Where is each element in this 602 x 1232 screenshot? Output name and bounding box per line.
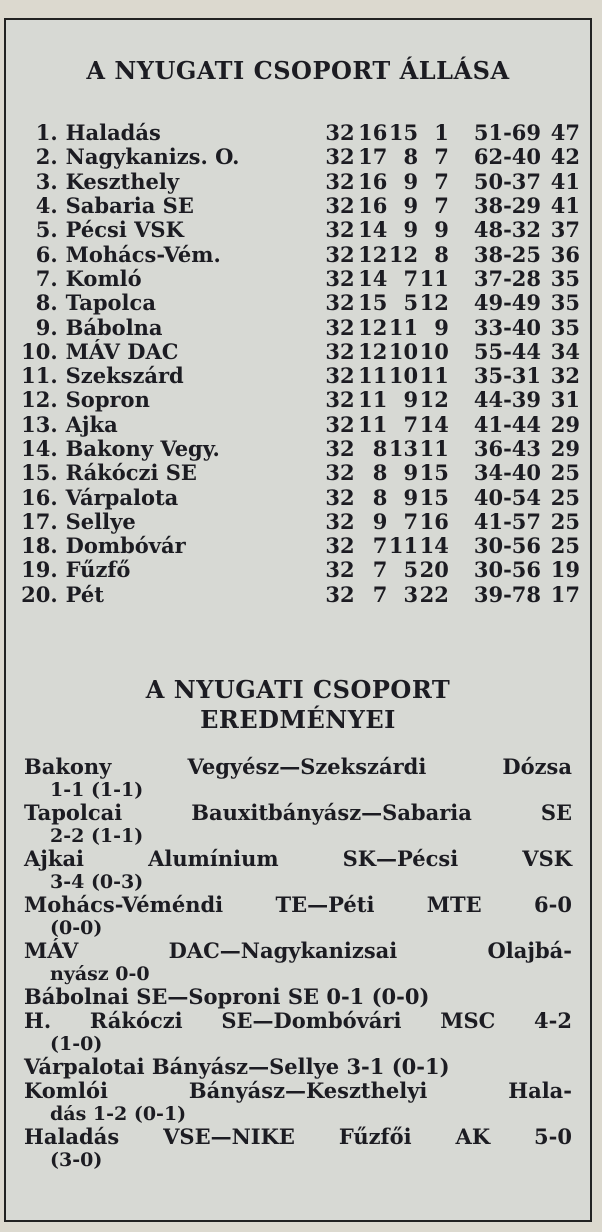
cell-played: 32 — [325, 290, 355, 316]
cell-position: 5. — [35, 217, 58, 243]
cell-team-name: Sabaria SE — [65, 193, 194, 219]
result-item — [24, 755, 572, 801]
result-line1: Komlói Bányász—Keszthelyi Hala- — [24, 1078, 572, 1103]
cell-losses: 20 — [419, 557, 449, 583]
cell-losses: 22 — [419, 581, 449, 607]
result-item — [24, 801, 572, 847]
standings-table — [20, 121, 580, 607]
cell-draws: 12 — [388, 241, 419, 267]
cell-wins: 16 — [358, 193, 388, 219]
cell-played: 32 — [325, 193, 355, 219]
cell-draws: 15 — [388, 120, 419, 146]
cell-draws: 5 — [403, 557, 419, 583]
cell-wins: 15 — [358, 290, 388, 316]
cell-losses: 15 — [419, 484, 449, 510]
cell-played: 32 — [325, 581, 355, 607]
cell-position: 1. — [35, 120, 58, 146]
cell-played: 32 — [325, 436, 355, 461]
cell-position: 2. — [35, 144, 58, 170]
standings-row — [20, 558, 580, 582]
cell-losses: 14 — [419, 411, 449, 437]
cell-played: 32 — [325, 265, 355, 291]
standings-row — [20, 461, 580, 485]
cell-wins: 14 — [358, 217, 388, 243]
cell-played: 32 — [325, 557, 355, 583]
cell-team-name: Pét — [65, 581, 104, 607]
cell-points: 29 — [550, 436, 580, 461]
standings-title: A NYUGATI CSOPORT ÁLLÁSA — [86, 56, 510, 85]
standings-row — [20, 170, 580, 194]
cell-losses: 7 — [434, 193, 449, 219]
cell-position: 15. — [21, 460, 58, 486]
cell-team-name: Dombóvár — [65, 533, 186, 559]
cell-wins: 17 — [358, 144, 388, 170]
cell-played: 32 — [325, 314, 355, 340]
standings-row — [20, 242, 580, 266]
cell-played: 32 — [325, 338, 355, 364]
cell-points: 25 — [550, 484, 580, 510]
cell-points: 19 — [550, 557, 580, 583]
cell-team-name: Keszthely — [65, 168, 180, 194]
cell-position: 20. — [21, 581, 58, 607]
cell-played: 32 — [325, 144, 355, 170]
cell-points: 42 — [550, 144, 580, 170]
standings-row — [20, 267, 580, 291]
cell-goals: 49-49 — [473, 290, 542, 316]
results-title — [6, 675, 590, 735]
cell-position: 13. — [21, 411, 58, 437]
cell-position: 12. — [21, 387, 58, 413]
newspaper-clipping-frame — [4, 18, 592, 1222]
cell-losses: 9 — [434, 217, 449, 243]
cell-losses: 9 — [434, 314, 449, 340]
cell-wins: 7 — [372, 557, 388, 583]
cell-team-name: MÁV DAC — [65, 338, 179, 364]
result-item — [24, 1055, 572, 1079]
cell-team-name: Várpalota — [65, 484, 179, 510]
cell-draws: 11 — [388, 533, 419, 559]
cell-points: 35 — [550, 314, 580, 340]
cell-goals: 36-43 — [473, 436, 542, 461]
result-item — [24, 1125, 572, 1171]
cell-points: 25 — [550, 508, 580, 534]
cell-wins: 9 — [372, 508, 388, 534]
cell-points: 29 — [550, 411, 580, 437]
cell-goals: 41-44 — [473, 411, 542, 437]
cell-losses: 12 — [419, 290, 449, 316]
standings-row — [20, 340, 580, 364]
cell-played: 32 — [325, 484, 355, 510]
cell-position: 11. — [21, 363, 58, 389]
standings-row — [20, 485, 580, 509]
cell-played: 32 — [325, 217, 355, 243]
cell-goals: 30-56 — [473, 557, 542, 583]
cell-losses: 11 — [419, 265, 449, 291]
result-line1: Mohács-Véméndi TE—Péti MTE 6-0 — [24, 892, 572, 917]
standings-body — [20, 121, 580, 607]
cell-losses: 10 — [419, 338, 449, 364]
cell-wins: 7 — [372, 581, 388, 607]
result-line1: MÁV DAC—Nagykanizsai Olajbá- — [24, 938, 572, 963]
cell-wins: 14 — [358, 265, 388, 291]
result-item — [24, 985, 572, 1009]
cell-goals: 38-25 — [473, 241, 542, 267]
cell-team-name: Haladás — [65, 120, 161, 146]
result-line2: (1-0) — [50, 1033, 103, 1055]
result-line2: (0-0) — [50, 917, 103, 939]
cell-points: 37 — [550, 217, 580, 243]
cell-losses: 14 — [419, 533, 449, 559]
cell-losses: 7 — [434, 144, 449, 170]
cell-losses: 15 — [419, 460, 449, 486]
cell-losses: 1 — [434, 120, 449, 146]
result-line2: 2-2 (1-1) — [50, 825, 144, 847]
cell-team-name: Tapolca — [65, 290, 156, 316]
cell-team-name: Bábolna — [65, 314, 163, 340]
cell-draws: 9 — [403, 460, 419, 486]
cell-draws: 9 — [403, 193, 419, 219]
cell-played: 32 — [325, 387, 355, 413]
cell-goals: 40-54 — [473, 484, 542, 510]
cell-goals: 50-37 — [473, 168, 542, 194]
cell-played: 32 — [325, 460, 355, 486]
cell-team-name: Sellye — [65, 508, 136, 534]
cell-played: 32 — [325, 363, 355, 389]
result-item — [24, 847, 572, 893]
standings-row — [20, 534, 580, 558]
cell-draws: 11 — [388, 314, 419, 340]
cell-position: 3. — [35, 168, 58, 194]
result-line1: Tapolcai Bauxitbányász—Sabaria SE — [24, 800, 572, 825]
cell-goals: 48-32 — [473, 217, 542, 243]
cell-points: 41 — [550, 168, 580, 194]
cell-losses: 11 — [419, 363, 449, 389]
result-line2: dás 1-2 (0-1) — [50, 1103, 187, 1125]
cell-team-name: Bakony Vegy. — [65, 436, 220, 461]
cell-goals: 44-39 — [473, 387, 542, 413]
cell-position: 17. — [21, 508, 58, 534]
cell-wins: 12 — [358, 338, 388, 364]
cell-wins: 16 — [358, 168, 388, 194]
result-line1: Haladás VSE—NIKE Fűzfői AK 5-0 — [24, 1124, 572, 1149]
result-item — [24, 1009, 572, 1055]
cell-draws: 13 — [388, 436, 419, 461]
cell-wins: 8 — [372, 460, 388, 486]
result-line1: Ajkai Alumínium SK—Pécsi VSK — [24, 846, 572, 871]
cell-team-name: Rákóczi SE — [65, 460, 197, 486]
result-line1: Várpalotai Bányász—Sellye 3-1 (0-1) — [24, 1054, 450, 1079]
cell-wins: 11 — [358, 387, 388, 413]
cell-points: 35 — [550, 290, 580, 316]
cell-draws: 7 — [403, 265, 419, 291]
cell-goals: 51-69 — [473, 120, 542, 146]
cell-points: 17 — [550, 581, 580, 607]
cell-points: 25 — [550, 460, 580, 486]
cell-played: 32 — [325, 508, 355, 534]
cell-points: 34 — [550, 338, 580, 364]
cell-played: 32 — [325, 411, 355, 437]
cell-points: 47 — [550, 120, 580, 146]
cell-position: 14. — [21, 436, 58, 461]
cell-wins: 11 — [358, 411, 388, 437]
cell-position: 10. — [21, 338, 58, 364]
cell-team-name: Ajka — [65, 411, 118, 437]
result-item — [24, 893, 572, 939]
cell-wins: 16 — [358, 120, 388, 146]
result-line2: 1-1 (1-1) — [50, 779, 144, 801]
standings-row — [20, 291, 580, 315]
result-line2: (3-0) — [50, 1149, 103, 1171]
cell-played: 32 — [325, 533, 355, 559]
cell-losses: 8 — [434, 241, 449, 267]
cell-draws: 3 — [403, 581, 419, 607]
cell-goals: 33-40 — [473, 314, 542, 340]
cell-team-name: Mohács-Vém. — [65, 241, 221, 267]
standings-row — [20, 194, 580, 218]
cell-draws: 9 — [403, 387, 419, 413]
cell-position: 7. — [35, 265, 58, 291]
cell-points: 35 — [550, 265, 580, 291]
cell-wins: 12 — [358, 241, 388, 267]
cell-played: 32 — [325, 241, 355, 267]
standings-row — [20, 510, 580, 534]
result-line2: nyász 0-0 — [50, 963, 150, 985]
standings-row — [20, 315, 580, 339]
cell-goals: 62-40 — [473, 144, 542, 170]
cell-goals: 34-40 — [473, 460, 542, 486]
result-item — [24, 939, 572, 985]
result-line1: Bakony Vegyész—Szekszárdi Dózsa — [24, 754, 572, 779]
cell-draws: 8 — [403, 144, 419, 170]
cell-goals: 38-29 — [473, 193, 542, 219]
cell-goals: 35-31 — [473, 363, 542, 389]
cell-losses: 12 — [419, 387, 449, 413]
standings-row — [20, 388, 580, 412]
cell-team-name: Szekszárd — [65, 363, 184, 389]
cell-points: 41 — [550, 193, 580, 219]
cell-points: 31 — [550, 387, 580, 413]
cell-draws: 10 — [388, 363, 419, 389]
cell-points: 25 — [550, 533, 580, 559]
standings-row — [20, 413, 580, 437]
result-line1: H. Rákóczi SE—Dombóvári MSC 4-2 — [24, 1008, 572, 1033]
cell-losses: 16 — [419, 508, 449, 534]
cell-team-name: Komló — [65, 265, 142, 291]
cell-team-name: Nagykanizs. O. — [65, 144, 240, 170]
cell-position: 9. — [35, 314, 58, 340]
cell-goals: 39-78 — [473, 581, 542, 607]
cell-draws: 9 — [403, 484, 419, 510]
cell-draws: 10 — [388, 338, 419, 364]
cell-team-name: Pécsi VSK — [65, 217, 184, 243]
cell-points: 36 — [550, 241, 580, 267]
standings-row — [20, 121, 580, 145]
cell-wins: 8 — [372, 436, 388, 461]
standings-row — [20, 218, 580, 242]
cell-wins: 11 — [358, 363, 388, 389]
cell-draws: 9 — [403, 168, 419, 194]
cell-team-name: Sopron — [65, 387, 150, 413]
cell-goals: 55-44 — [473, 338, 542, 364]
standings-row — [20, 364, 580, 388]
cell-position: 19. — [21, 557, 58, 583]
results-list — [24, 755, 572, 1171]
cell-losses: 11 — [419, 436, 449, 461]
results-title-line1: A NYUGATI CSOPORT — [145, 675, 451, 704]
cell-draws: 5 — [403, 290, 419, 316]
standings-row — [20, 437, 580, 461]
cell-draws: 7 — [403, 508, 419, 534]
cell-position: 18. — [21, 533, 58, 559]
cell-position: 16. — [21, 484, 58, 510]
cell-wins: 8 — [372, 484, 388, 510]
cell-points: 32 — [550, 363, 580, 389]
cell-position: 4. — [35, 193, 58, 219]
cell-draws: 9 — [403, 217, 419, 243]
cell-goals: 30-56 — [473, 533, 542, 559]
cell-played: 32 — [325, 168, 355, 194]
cell-losses: 7 — [434, 168, 449, 194]
cell-position: 8. — [35, 290, 58, 316]
cell-played: 32 — [325, 120, 355, 146]
result-line2: 3-4 (0-3) — [50, 871, 144, 893]
standings-row — [20, 145, 580, 169]
cell-goals: 37-28 — [473, 265, 542, 291]
standings-row — [20, 583, 580, 607]
cell-goals: 41-57 — [473, 508, 542, 534]
cell-position: 6. — [35, 241, 58, 267]
result-line1: Bábolnai SE—Soproni SE 0-1 (0-0) — [24, 984, 430, 1009]
cell-team-name: Fűzfő — [65, 557, 131, 583]
result-item — [24, 1079, 572, 1125]
cell-wins: 12 — [358, 314, 388, 340]
results-title-line2: EREDMÉNYEI — [200, 705, 396, 734]
cell-draws: 7 — [403, 411, 419, 437]
cell-wins: 7 — [372, 533, 388, 559]
